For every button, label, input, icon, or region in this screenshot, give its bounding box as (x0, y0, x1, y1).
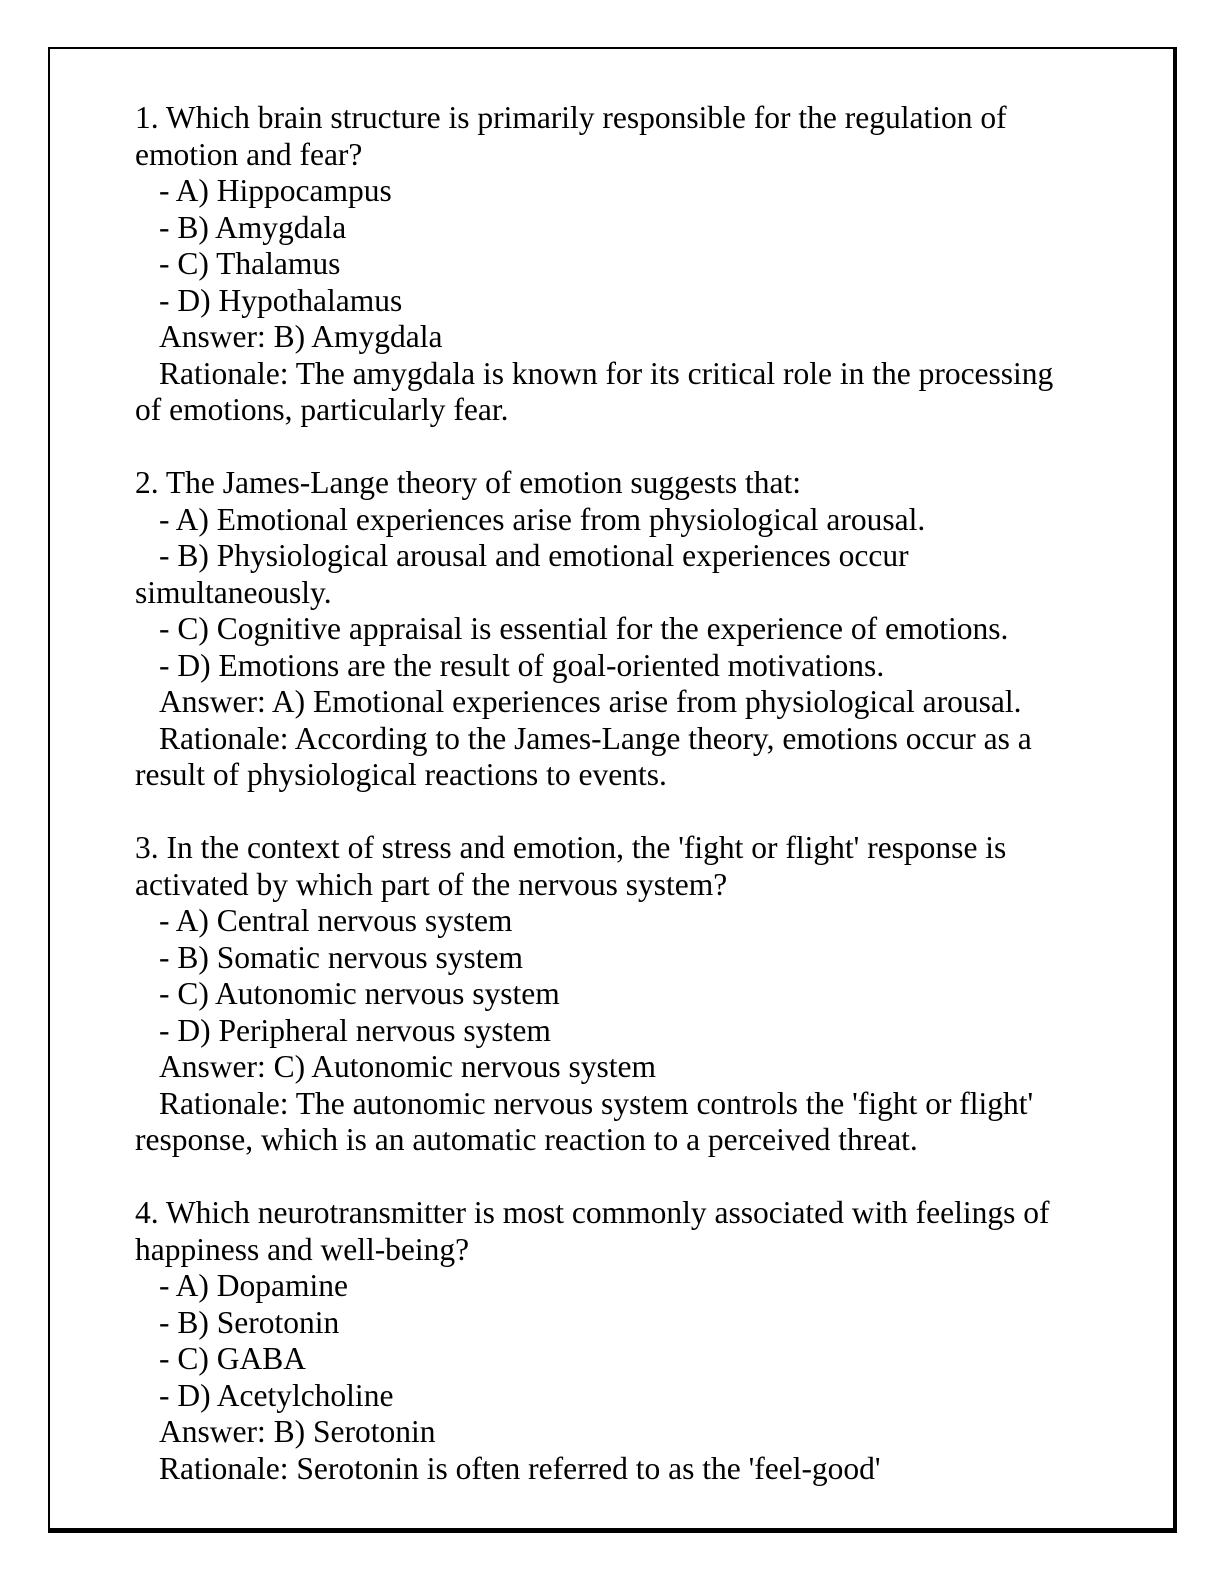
option-item: - B) Amygdala (159, 209, 347, 245)
answer-line: Answer: A) Emotional experiences arise from physiological arousal. (159, 684, 1022, 719)
question-text: 3. In the context of stress and emotion, the 'fight or flight' response is activated by which part of the nervous system? (135, 830, 1007, 902)
answer-line: Answer: B) Serotonin (159, 1414, 436, 1449)
option-item: - B) Serotonin (159, 1304, 340, 1340)
option-item: - C) Autonomic nervous system (159, 976, 560, 1011)
answer-line: Answer: B) Amygdala (159, 319, 443, 354)
option-item: - A) Emotional experiences arise from physiological arousal. (159, 501, 926, 537)
rationale-text: Rationale: The autonomic nervous system controls the 'fight or flight' response, which is an automatic reaction to a perceived threat. (135, 1085, 1034, 1157)
question-text: 4. Which neurotransmitter is most commonly associated with feelings of happiness and well-being? (135, 1195, 1050, 1267)
document-content (50, 49, 1065, 1487)
question-block-3 (135, 830, 1065, 1159)
option-item: - D) Acetylcholine (159, 1377, 394, 1413)
option-item: - A) Central nervous system (159, 903, 513, 938)
question-text: 2. The James-Lange theory of emotion suggests that: (135, 465, 802, 500)
option-item: - C) GABA (159, 1341, 306, 1376)
option-item: - B) Somatic nervous system (159, 939, 523, 975)
option-item: - C) Thalamus (159, 246, 341, 281)
option-item: - C) Cognitive appraisal is essential for the experience of emotions. (159, 611, 1009, 646)
rationale-text: Rationale: According to the James-Lange theory, emotions occur as a result of physiological reactions to events. (135, 720, 1032, 792)
answer-line: Answer: C) Autonomic nervous system (159, 1049, 656, 1084)
option-item: - D) Peripheral nervous system (159, 1012, 551, 1048)
option-item: - D) Hypothalamus (159, 282, 403, 318)
document-page-border (48, 47, 1177, 1533)
question-block-1 (135, 100, 1065, 429)
option-item: - A) Hippocampus (159, 173, 392, 208)
question-block-2 (135, 465, 1065, 794)
question-text: 1. Which brain structure is primarily responsible for the regulation of emotion and fear? (135, 100, 1007, 172)
rationale-text: Rationale: Serotonin is often referred to as the 'feel-good' (159, 1450, 881, 1486)
option-item: - B) Physiological arousal and emotional experiences occur simultaneously. (135, 538, 909, 610)
rationale-text: Rationale: The amygdala is known for its critical role in the processing of emotions, particularly fear. (135, 355, 1054, 427)
option-item: - D) Emotions are the result of goal-oriented motivations. (159, 647, 885, 683)
option-item: - A) Dopamine (159, 1268, 348, 1303)
question-block-4 (135, 1195, 1065, 1487)
